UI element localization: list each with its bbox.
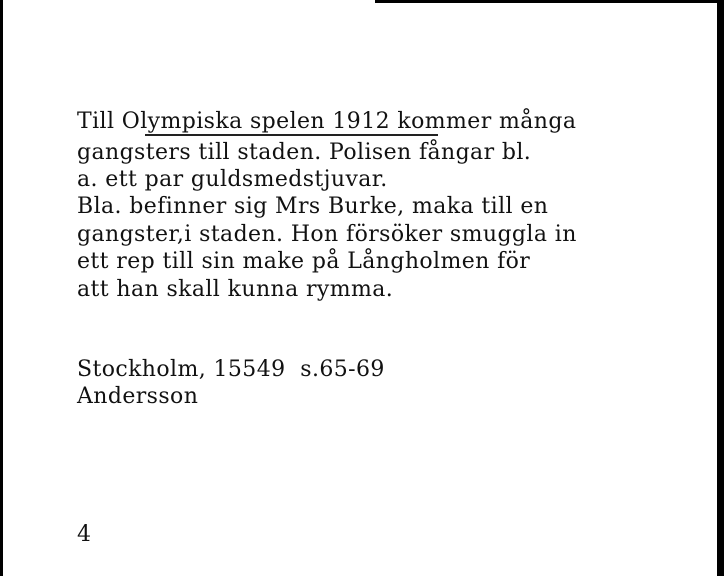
body-line-5: gangster,i staden. Hon försöker smuggla in	[77, 222, 577, 247]
scan-edge-left	[0, 0, 3, 576]
body-line-2: gangsters till staden. Polisen fångar bl.	[77, 140, 532, 165]
body-line-3: a. ett par guldsmedstjuvar.	[77, 167, 388, 192]
body-line-7: att han skall kunna rymma.	[77, 277, 394, 302]
scan-edge-top	[375, 0, 724, 3]
title-underline	[145, 134, 438, 136]
body-line-1: Till Olympiska spelen 1912 kommer många	[77, 109, 577, 134]
place-and-pages: Stockholm, 15549 s.65-69	[77, 357, 385, 382]
card-number: 4	[77, 522, 92, 547]
body-line-6: ett rep till sin make på Långholmen för	[77, 249, 531, 274]
body-line-4: Bla. befinner sig Mrs Burke, maka till en	[77, 194, 549, 219]
scan-edge-right	[717, 0, 724, 576]
author-name: Andersson	[77, 384, 199, 409]
